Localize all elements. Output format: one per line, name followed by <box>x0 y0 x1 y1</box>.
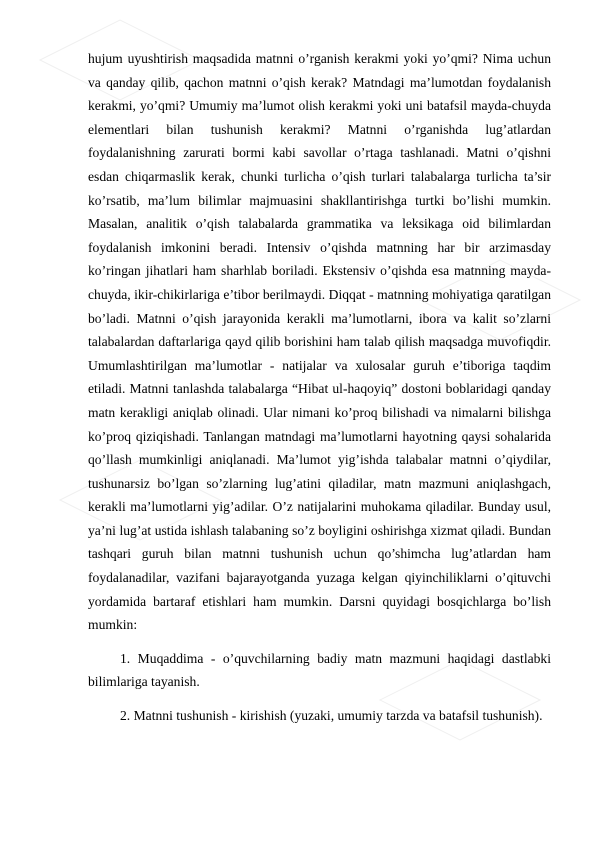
list-item-2: 2. Matnni tushunish - kirishish (yuzaki, umumiy tarzda va batafsil tushunish). <box>120 708 543 724</box>
document-page <box>88 47 551 728</box>
body-paragraph: hujum uyushtirish maqsadida matnni o’rganish kerakmi yoki yo’qmi? Nima uchun va qanday qilib, qachon matnni o’qish kerak? Matndagi ma’lumotdan foydalanish kerakmi, yo’qmi? Umumiy ma’lumot olish kerakmi yoki uni batafsil mayda-chuyda elementlari bilan tushunish kerakmi? Matnni o’rganishda lug’atlardan foydalanishning zarurati bormi kabi savollar o’rtaga tashlanadi. Matni o’qishni esdan chiqarmaslik kerak, chunki turlicha o’qish turlari talabalarga turlicha ta’sir ko’rsatib, ma’lum bilimlar majmuasini shakllantirishga turtki bo’lishi mumkin. Masalan, analitik o’qish talabalarda grammatika va leksikaga oid bilimlardan foydalanish imkonini beradi. Intensiv o’qishda matnning har bir arzimasday ko’ringan jihatlari ham sharhlab boriladi. Ekstensiv o’qishda esa matnning mayda-chuyda, ikir-chikirlariga e’tibor berilmaydi. Diqqat - matnning mohiyatiga qaratilgan bo’ladi. Matnni o’qish jarayonida kerakli ma’lumotlarni, ibora va kalit so’zlarni talabalardan daftarlariga qayd qilib borishini ham talab qilish maqsadga muvofiqdir. Umumlashtirilgan ma’lumotlar - natijalar va xulosalar guruh e’tiboriga taqdim etiladi. Matnni tanlashda talabalarga “Hibat ul-haqoyiq” dostoni boblaridagi qanday matn kerakligi aniqlab olinadi. Ular nimani ko’proq bilishadi va nimalarni bilishga ko’proq qiziqishadi. Tanlangan matndagi ma’lumotlarni hayotning qaysi sohalarida qo’llash mumkinligi aniqlanadi. Ma’lumot yig’ishda talabalar matnni o’qiydilar, tushunarsiz bo’lgan so’zlarning lug’atini qiladilar, matn mazmuni aniqlashgach, kerakli ma’lumotlarni yig’adilar. O’z natijalarini muhokama qiladilar. Bunday usul, ya’ni lug’at ustida ishlash talabaning so’z boyligini oshirishga xizmat qiladi. Bundan tashqari guruh bilan matnni tushunish uchun qo’shimcha lug’atlardan ham foydalanadilar, vazifani bajarayotganda yuzaga kelgan qiyinchiliklarni o’qituvchi yordamida bartaraf etishlari ham mumkin. Darsni quyidagi bosqichlarga bo’lish mumkin: <box>88 51 551 633</box>
list-item-1: 1. Muqaddima - o’quvchilarning badiy matn mazmuni haqidagi dastlabki bilimlariga tayanish. <box>88 650 551 690</box>
